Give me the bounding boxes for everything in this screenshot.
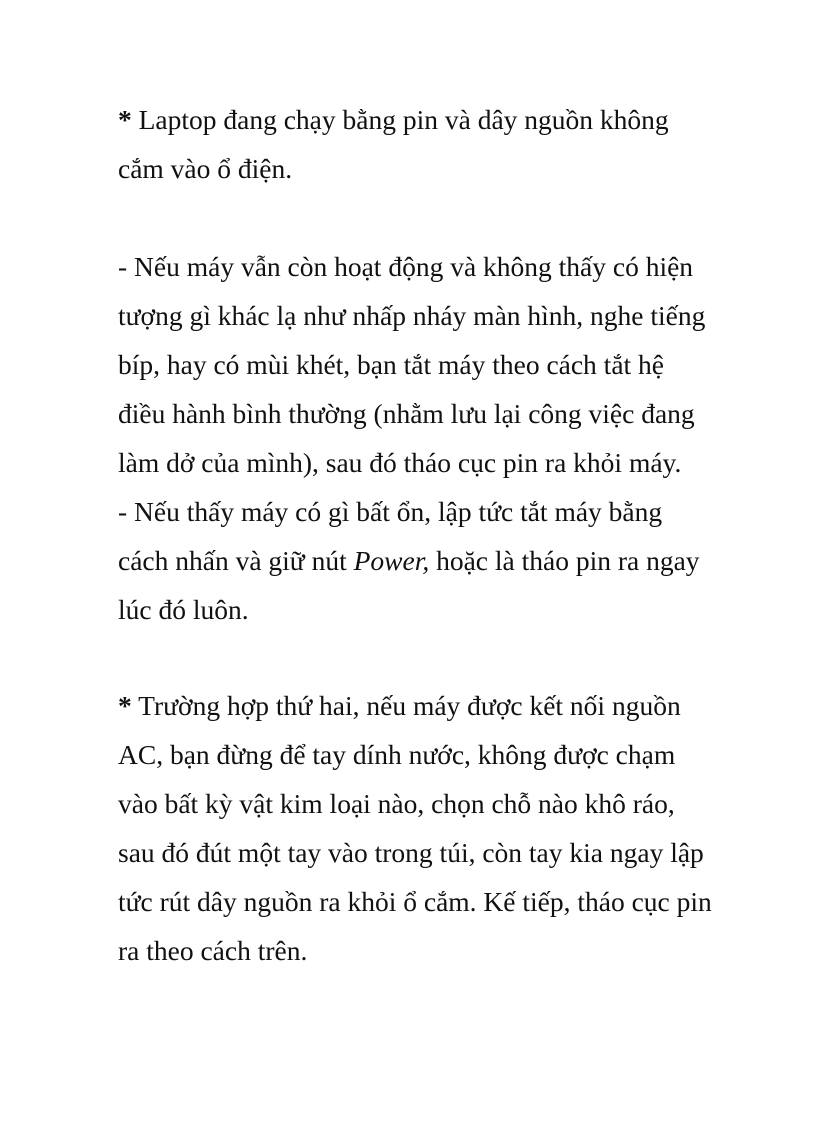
paragraph-line: làm dở của mình), sau đó tháo cục pin ra khỏi máy. (118, 447, 682, 478)
paragraph-line: lúc đó luôn. (118, 594, 249, 625)
paragraph-line: tức rút dây nguồn ra khỏi ổ cắm. Kế tiếp, tháo cục pin (118, 886, 712, 917)
paragraph-line (118, 95, 718, 144)
paragraph-line: điều hành bình thường (nhằm lưu lại công việc đang (118, 398, 695, 429)
asterisk-marker: * (118, 104, 132, 135)
paragraph-line: bíp, hay có mùi khét, bạn tắt máy theo cách tắt hệ (118, 349, 664, 380)
paragraph-line: tượng gì khác lạ như nhấp nháy màn hình, nghe tiếng (118, 300, 706, 331)
power-button-term: Power, (353, 545, 430, 576)
paragraph-line: vào bất kỳ vật kim loại nào, chọn chỗ nào khô ráo, (118, 788, 675, 819)
paragraph-line: cắm vào ổ điện. (118, 153, 293, 184)
asterisk-marker: * (118, 690, 132, 721)
paragraph-text: Laptop đang chạy bằng pin và dây nguồn không (131, 104, 669, 135)
paragraph-ac-connected (118, 681, 718, 975)
paragraph-line: AC, bạn đừng để tay dính nước, không được chạm (118, 739, 676, 770)
paragraph-text: Trường hợp thứ hai, nếu máy được kết nối nguồn (131, 690, 681, 721)
paragraph-line (118, 681, 718, 730)
paragraph-text: hoặc là tháo pin ra ngay (429, 545, 700, 576)
paragraph-line: - Nếu máy vẫn còn hoạt động và không thấy có hiện (118, 251, 694, 282)
paragraph-text: cách nhấn và giữ nút (118, 545, 354, 576)
paragraph-line: ra theo cách trên. (118, 935, 308, 966)
paragraph-line: sau đó đút một tay vào trong túi, còn tay kia ngay lập (118, 837, 704, 868)
paragraph-battery-only (118, 95, 718, 193)
paragraph-line (118, 536, 718, 585)
paragraph-shutdown-steps (118, 242, 718, 634)
paragraph-line: - Nếu thấy máy có gì bất ổn, lập tức tắt máy bằng (118, 496, 663, 527)
